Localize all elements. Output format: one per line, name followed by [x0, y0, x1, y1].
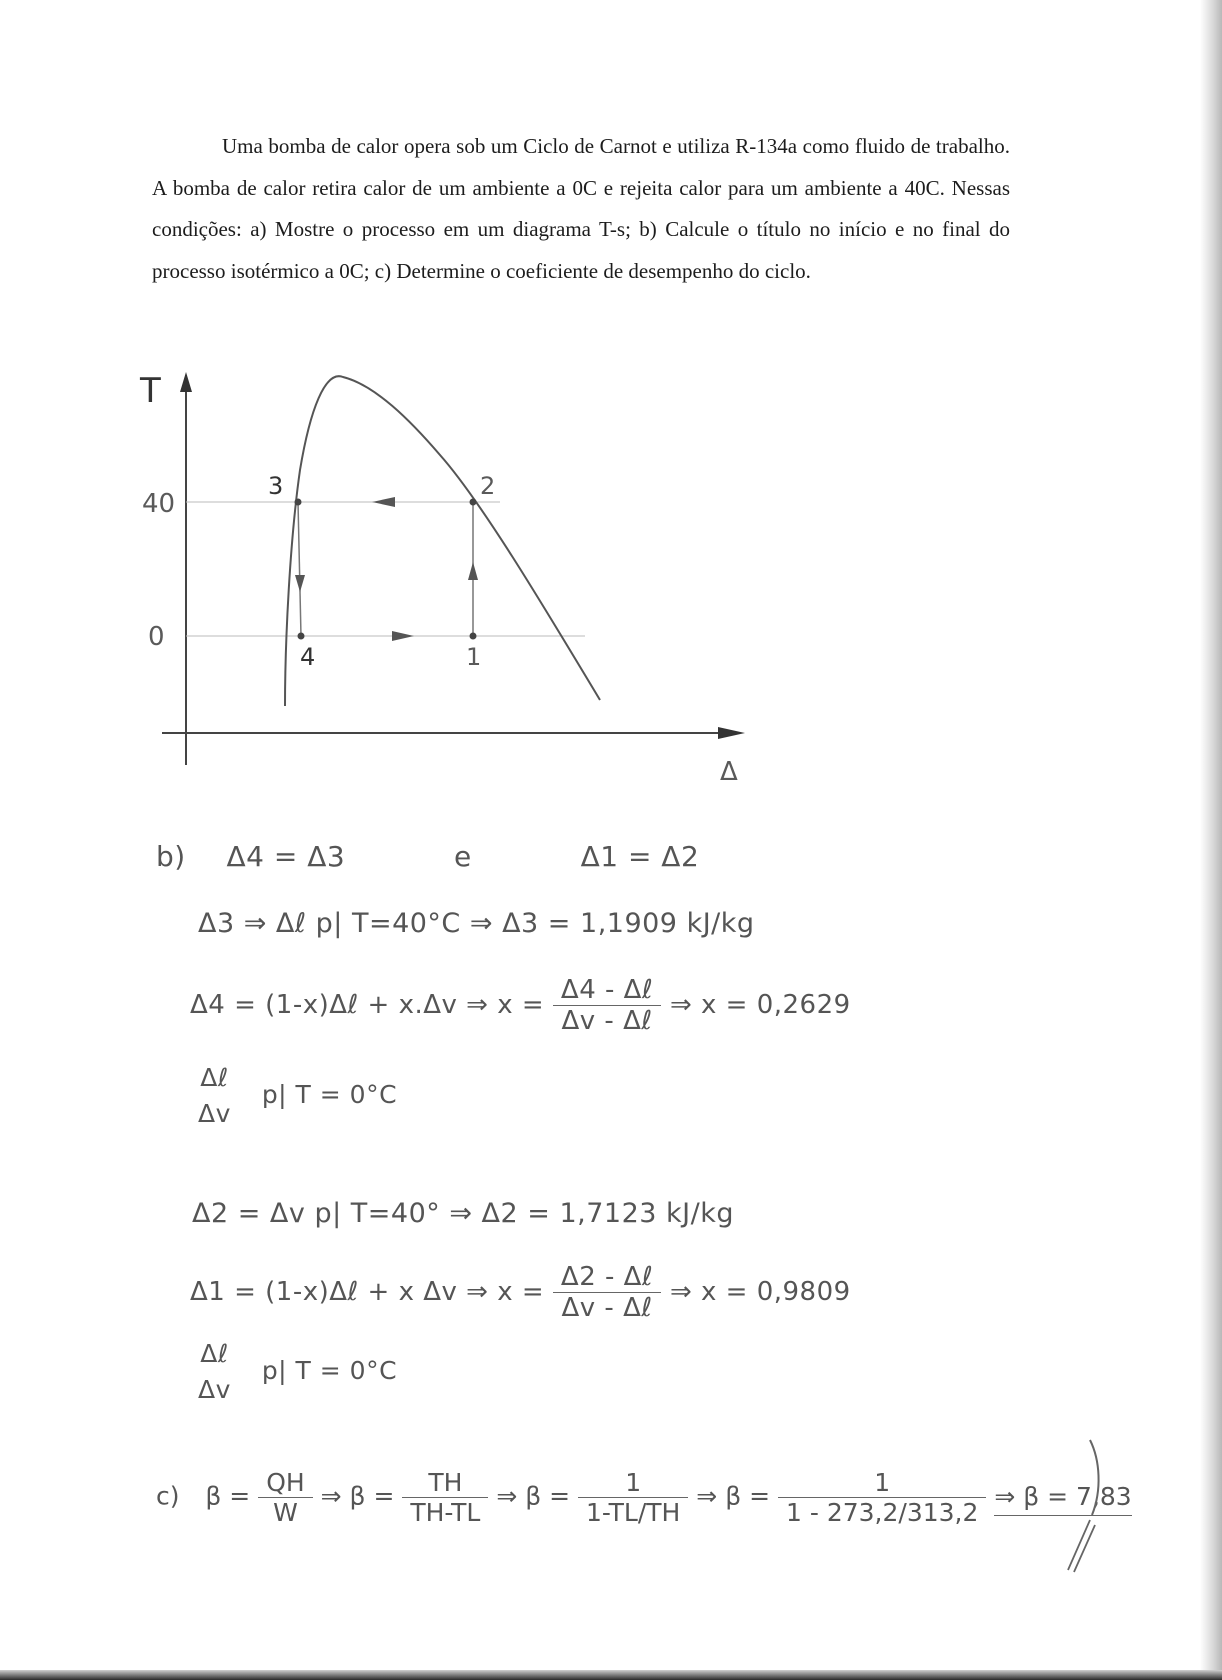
- entropy-equality-1-2: Δ1 = Δ2: [580, 840, 700, 873]
- property-sv: Δv: [198, 1375, 231, 1404]
- property-sv: Δv: [198, 1099, 231, 1128]
- fraction-denominator: 1-TL/TH: [586, 1498, 681, 1527]
- part-c-label: c): [156, 1481, 180, 1511]
- implies-arrow: ⇒ β =: [320, 1481, 395, 1511]
- point-label-1: 1: [466, 643, 482, 671]
- property-sl: Δℓ: [200, 1339, 229, 1368]
- problem-text: Uma bomba de calor opera sob um Ciclo de Carnot e utiliza R-134a como fluido de trabalho. A bomba de calor retira calor de um ambiente a 0C e rejeita calor para um ambiente a 40C. Nessas condições: a) Mostre o processo em um diagrama T-s; b) Calcule o título no início e no final do processo isotérmico a 0C; c) Determine o coeficiente de desempenho do ciclo.: [152, 134, 1010, 283]
- result-bracket-curve: [1090, 1440, 1099, 1515]
- quality-1-result: ⇒ x = 0,9809: [669, 1277, 851, 1307]
- point-label-2: 2: [480, 472, 496, 500]
- quality-1-equation: Δ1 = (1-x)Δℓ + x Δv ⇒ x =: [190, 1277, 545, 1307]
- fraction-numerator: 1: [778, 1468, 986, 1498]
- s2-value: Δ2 = Δv p| T=40° ⇒ Δ2 = 1,7123 kJ/kg: [192, 1198, 735, 1229]
- s3-value: Δ3 ⇒ Δℓ p| T=40°C ⇒ Δ3 = 1,1909 kJ/kg: [198, 908, 755, 939]
- fraction-denominator: Δv - Δℓ: [561, 1006, 653, 1036]
- condition-0c: p| T = 0°C: [261, 1356, 398, 1385]
- fraction-denominator: TH-TL: [410, 1498, 481, 1527]
- fraction-numerator: 1: [578, 1468, 688, 1498]
- quality-4-result: ⇒ x = 0,2629: [669, 990, 851, 1020]
- fraction-denominator: W: [273, 1498, 298, 1527]
- conjunction-e: e: [454, 840, 472, 873]
- fraction-numerator: Δ4 - Δℓ: [553, 975, 661, 1006]
- result-end-mark: [1068, 1520, 1095, 1572]
- fraction-denominator: Δv - Δℓ: [561, 1293, 653, 1323]
- fraction-numerator: QH: [258, 1468, 312, 1498]
- implies-arrow: ⇒ β =: [496, 1481, 571, 1511]
- y-axis-label: T: [140, 371, 161, 411]
- fraction-numerator: Δ2 - Δℓ: [553, 1262, 661, 1293]
- tick-label-0: 0: [148, 622, 165, 652]
- point-label-3: 3: [268, 472, 284, 500]
- condition-0c: p| T = 0°C: [261, 1080, 398, 1109]
- part-b-label: b): [156, 840, 186, 873]
- property-sl: Δℓ: [200, 1063, 229, 1092]
- x-axis-label: Δ: [720, 757, 738, 787]
- fraction-numerator: TH: [402, 1468, 488, 1498]
- point-label-4: 4: [300, 643, 316, 671]
- entropy-equality-4-3: Δ4 = Δ3: [226, 840, 346, 873]
- fraction-denominator: 1 - 273,2/313,2: [786, 1498, 979, 1527]
- scan-bottom-edge: [0, 1670, 1222, 1680]
- quality-4-equation: Δ4 = (1-x)Δℓ + x.Δv ⇒ x =: [190, 990, 545, 1020]
- tick-label-40: 40: [142, 489, 176, 519]
- beta-symbol: β =: [205, 1481, 251, 1511]
- cop-result: ⇒ β = 7,83: [994, 1482, 1131, 1516]
- implies-arrow: ⇒ β =: [696, 1481, 771, 1511]
